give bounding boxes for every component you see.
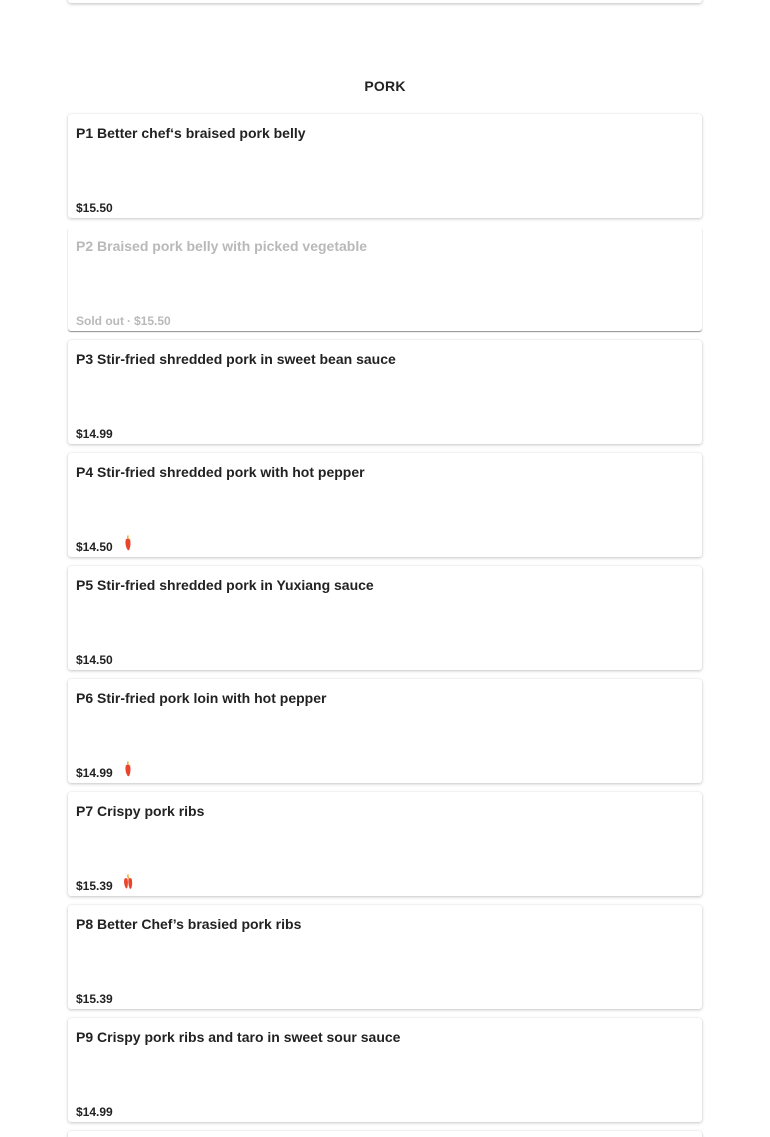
menu-item-price: $14.99 <box>76 427 113 441</box>
menu-item-card-2[interactable] <box>68 227 702 331</box>
menu-item-price: $15.50 <box>134 314 171 328</box>
menu-item-card-4[interactable] <box>68 453 702 557</box>
menu-item-name: P3 Stir-fried shredded pork in sweet bean sauce <box>76 351 396 367</box>
chili-pepper-icon <box>121 874 135 892</box>
menu-item-card-1[interactable] <box>68 114 702 218</box>
menu-item-card-7[interactable] <box>68 792 702 896</box>
menu-item-name: P8 Better Chef’s brasied pork ribs <box>76 916 302 932</box>
menu-item-name: P4 Stir-fried shredded pork with hot pepper <box>76 464 365 480</box>
menu-item-price: $14.50 <box>76 540 113 554</box>
next-menu-item-card[interactable] <box>68 1131 702 1137</box>
previous-section-item-card[interactable] <box>68 0 702 3</box>
menu-item-price: $15.39 <box>76 879 113 893</box>
menu-item-meta <box>76 653 113 667</box>
menu-item-meta <box>76 879 135 893</box>
menu-item-card-3[interactable] <box>68 340 702 444</box>
menu-item-price: $15.39 <box>76 992 113 1006</box>
menu-item-name: P6 Stir-fried pork loin with hot pepper <box>76 690 327 706</box>
menu-item-name: P2 Braised pork belly with picked vegetable <box>76 238 367 254</box>
menu-item-price: $14.99 <box>76 1105 113 1119</box>
section-heading: PORK <box>364 78 406 94</box>
menu-item-meta <box>76 540 135 554</box>
menu-item-name: P5 Stir-fried shredded pork in Yuxiang sauce <box>76 577 374 593</box>
sold-out-label: Sold out <box>76 314 124 328</box>
menu-item-price: $15.50 <box>76 201 113 215</box>
menu-item-meta <box>76 314 171 328</box>
menu-item-card-6[interactable] <box>68 679 702 783</box>
menu-item-meta <box>76 766 135 780</box>
menu-item-price: $14.50 <box>76 653 113 667</box>
meta-separator: · <box>127 314 131 328</box>
menu-item-meta <box>76 201 113 215</box>
menu-item-list <box>68 114 702 1131</box>
menu-item-name: P1 Better chef‘s braised pork belly <box>76 125 306 141</box>
menu-item-meta <box>76 1105 113 1119</box>
menu-item-meta <box>76 992 113 1006</box>
menu-item-card-8[interactable] <box>68 905 702 1009</box>
chili-pepper-icon <box>121 761 135 779</box>
menu-item-name: P9 Crispy pork ribs and taro in sweet sour sauce <box>76 1029 401 1045</box>
chili-pepper-icon <box>121 535 135 553</box>
menu-item-name: P7 Crispy pork ribs <box>76 803 205 819</box>
menu-item-price: $14.99 <box>76 766 113 780</box>
menu-item-card-5[interactable] <box>68 566 702 670</box>
menu-item-meta <box>76 427 113 441</box>
menu-item-card-9[interactable] <box>68 1018 702 1122</box>
